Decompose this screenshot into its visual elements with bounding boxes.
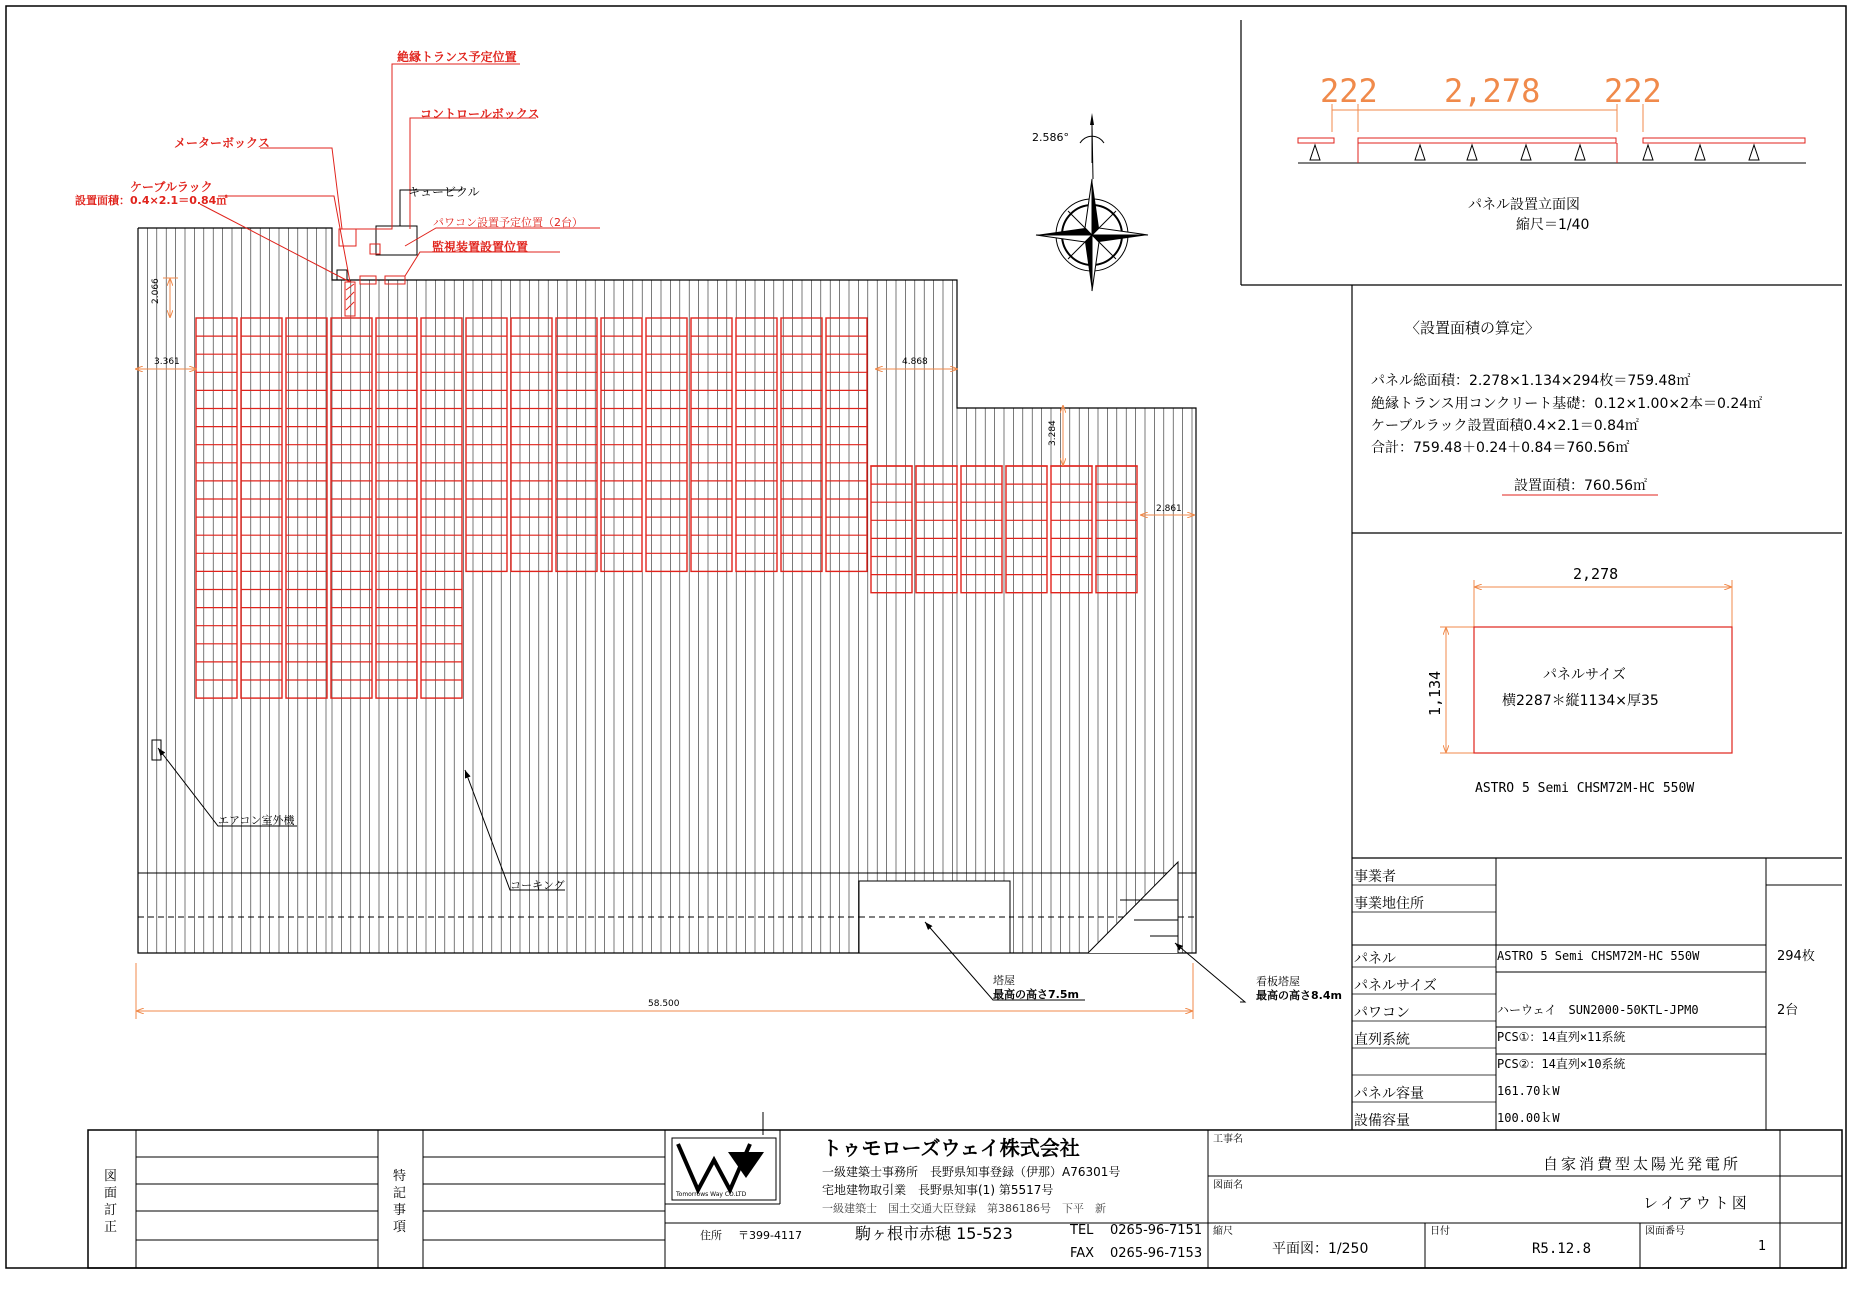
dim-right-lower: 2.861 xyxy=(1156,504,1182,514)
number-label: 図面番号 xyxy=(1645,1226,1685,1237)
callout-cubicle: キュービクル xyxy=(408,185,480,199)
callout-tower: 塔屋 xyxy=(993,974,1015,987)
project-name: 自家消費型太陽光発電所 xyxy=(1543,1155,1742,1173)
callout-transformer: 絶縁トランス予定位置 xyxy=(397,50,517,64)
panel-height-dim: 1,134 xyxy=(1426,670,1444,716)
drawing-date: R5.12.8 xyxy=(1532,1241,1592,1257)
compass-angle: 2.586° xyxy=(1032,131,1069,144)
elevation-title: パネル設置立面図 xyxy=(1468,197,1580,213)
panel-size-value: 横2287＊縦1134×厚35 xyxy=(1502,693,1659,709)
callout-tower-height: 最高の高さ7.5m xyxy=(993,988,1079,1001)
dim-total-width: 58.500 xyxy=(648,999,680,1009)
callout-sign-tower-height: 最高の高さ8.4m xyxy=(1256,989,1342,1002)
callout-cable-rack: ケーブルラック xyxy=(130,180,213,194)
spec-row-value: 161.70ｋW xyxy=(1497,1084,1560,1098)
spec-row-value: PCS②：14直列×10系統 xyxy=(1497,1057,1626,1071)
fax-number: 0265-96-7153 xyxy=(1110,1246,1203,1261)
spec-row-label: パネル容量 xyxy=(1354,1086,1424,1102)
dim-top: 2.066 xyxy=(151,278,161,304)
area-calc-line-4: 合計：759.48＋0.24＋0.84＝760.56㎡ xyxy=(1371,440,1630,456)
plan-dimension-lines xyxy=(135,278,1195,1019)
callout-monitor-position: 監視装置設置位置 xyxy=(432,240,529,254)
registration-3: 一級建築士 国土交通大臣登録 第386186号 下平 新 xyxy=(822,1202,1106,1215)
callout-control-box: コントロールボックス xyxy=(420,107,540,121)
panel-elevation-view xyxy=(1298,104,1806,163)
spec-row-label: パネル xyxy=(1354,951,1396,967)
drawing-number: 1 xyxy=(1758,1239,1767,1254)
right-column-frames xyxy=(1241,20,1842,1130)
panel-width-dim: 2,278 xyxy=(1573,565,1619,583)
drawing-scale: 平面図：1/250 xyxy=(1272,1241,1369,1257)
panel-model: ASTRO 5 Semi CHSM72M-HC 550W xyxy=(1475,781,1695,796)
registration-1: 一級建築士事務所 長野県知事登録（伊那）A76301号 xyxy=(822,1165,1121,1179)
spec-row-extra: 294枚 xyxy=(1777,949,1815,964)
area-calc-result: 設置面積：760.56㎡ xyxy=(1514,478,1647,494)
revision-label: 図 面 訂 正 xyxy=(104,1169,118,1235)
elevation-dim-left: 222 xyxy=(1320,72,1378,110)
callout-aircon: エアコン室外機 xyxy=(218,814,295,827)
address: 駒ヶ根市赤穂 15-523 xyxy=(855,1224,1013,1243)
notes-label: 特 記 事 項 xyxy=(393,1169,407,1235)
logo-text: Tomorrows Way CO.LTD xyxy=(676,1191,747,1198)
solar-panel-array xyxy=(196,318,1137,698)
spec-row-extra: 2台 xyxy=(1777,1003,1799,1018)
company-name: トゥモローズウェイ株式会社 xyxy=(822,1136,1080,1160)
spec-row-value: 100.00ｋW xyxy=(1497,1111,1560,1125)
spec-row-label: パワコン xyxy=(1354,1005,1410,1021)
fax-label: FAX xyxy=(1070,1246,1095,1261)
area-calc-line-1: パネル総面積：2.278×1.134×294枚＝759.48㎡ xyxy=(1371,373,1691,389)
panel-size-label: パネルサイズ xyxy=(1543,667,1626,683)
callout-cable-rack-area: 設置面積：0.4×2.1＝0.84㎡ xyxy=(75,194,228,207)
postal-code: 〒399-4117 xyxy=(738,1229,802,1242)
spec-row-label: パネルサイズ xyxy=(1354,978,1437,994)
drawing-label: 図面名 xyxy=(1213,1180,1243,1191)
roof-outline xyxy=(138,228,1196,953)
callout-sign-tower: 看板塔屋 xyxy=(1256,975,1300,988)
spec-row-value: ASTRO 5 Semi CHSM72M-HC 550W xyxy=(1497,949,1700,963)
dim-step: 3.284 xyxy=(1048,420,1058,446)
scale-label: 縮尺 xyxy=(1213,1226,1233,1237)
callout-meter-box: メーターボックス xyxy=(174,136,270,150)
area-calc-line-3: ケーブルラック設置面積0.4×2.1＝0.84㎡ xyxy=(1371,418,1639,434)
tel-number: 0265-96-7151 xyxy=(1110,1223,1203,1238)
project-label: 工事名 xyxy=(1213,1134,1243,1145)
elevation-scale: 縮尺＝1/40 xyxy=(1516,217,1590,233)
callout-caulking: コーキング xyxy=(510,879,565,892)
tel-label: TEL xyxy=(1070,1223,1094,1238)
drawing-name: レイアウト図 xyxy=(1643,1194,1750,1212)
spec-row-label: 設備容量 xyxy=(1354,1113,1410,1129)
dim-left: 3.361 xyxy=(154,357,180,367)
area-calc-title: 〈設置面積の算定〉 xyxy=(1405,319,1541,337)
cubicle-box xyxy=(376,226,417,255)
date-label: 日付 xyxy=(1430,1226,1450,1237)
dim-right-upper: 4.868 xyxy=(902,357,928,367)
callout-pcs-position: パワコン設置予定位置（2台） xyxy=(433,216,583,229)
address-label: 住所 xyxy=(700,1229,722,1242)
area-calc-line-2: 絶縁トランス用コンクリート基礎：0.12×1.00×2本＝0.24㎡ xyxy=(1371,396,1763,412)
callout-leaders xyxy=(158,64,1245,1002)
spec-row-label: 直列系統 xyxy=(1354,1032,1410,1048)
spec-row-label: 事業者 xyxy=(1354,869,1396,885)
elevation-dim-right: 222 xyxy=(1604,72,1662,110)
spec-row-label: 事業地住所 xyxy=(1354,896,1424,912)
elevation-dim-center: 2,278 xyxy=(1444,72,1541,110)
spec-row-value: ハーウェイ SUN2000-50KTL-JPM0 xyxy=(1497,1003,1699,1017)
registration-2: 宅地建物取引業 長野県知事(1) 第5517号 xyxy=(822,1183,1054,1197)
spec-row-value: PCS①：14直列×11系統 xyxy=(1497,1030,1626,1044)
